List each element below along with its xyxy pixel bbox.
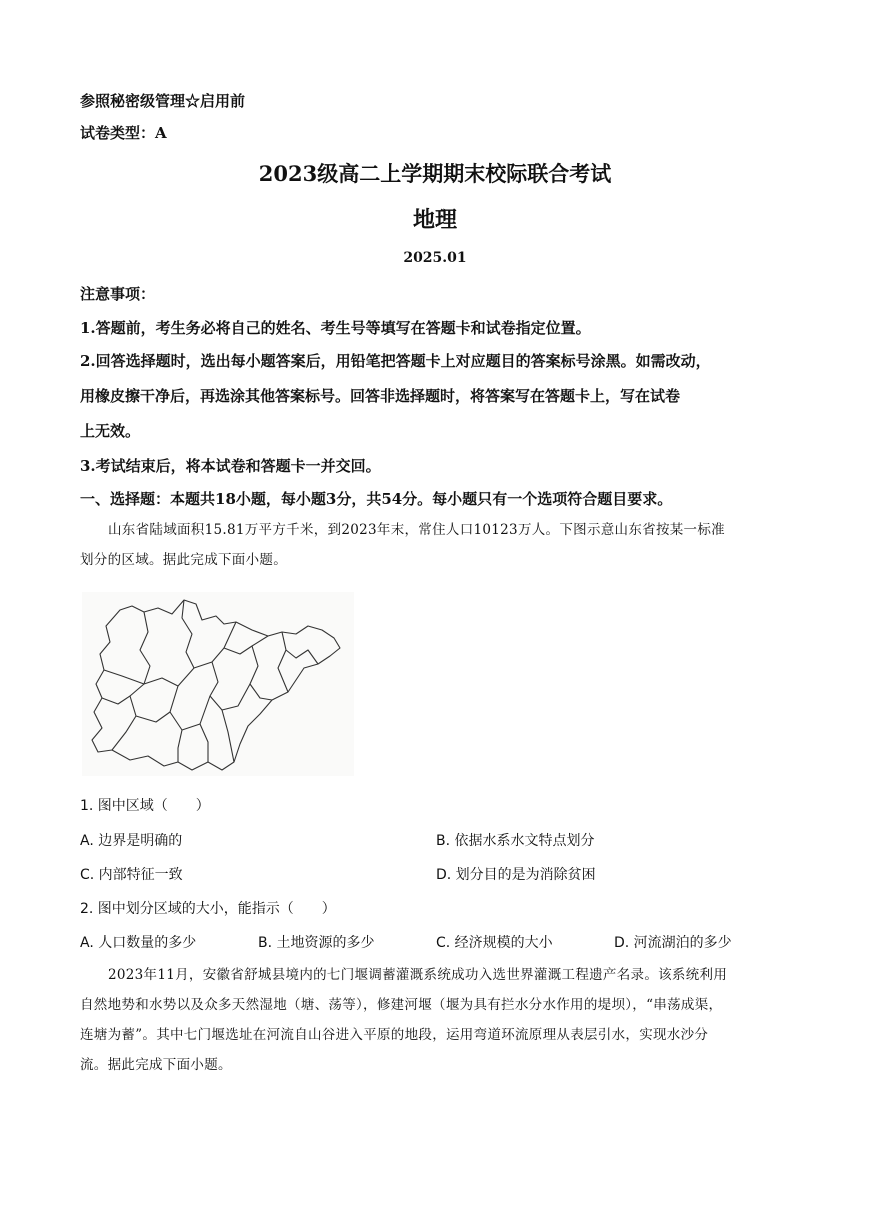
question-1-option-d[interactable]: D. 划分目的是为消除贫困 bbox=[436, 867, 596, 883]
question-1-option-b[interactable]: B. 依据水系水文特点划分 bbox=[436, 833, 595, 849]
exam-date: 2025.01 bbox=[403, 250, 467, 266]
question-2-option-b[interactable]: B. 土地资源的多少 bbox=[258, 935, 375, 951]
notice-item-2-line-3: 上无效。 bbox=[80, 422, 141, 440]
notice-item-2-line-2: 用橡皮擦干净后，再选涂其他答案标号。回答非选择题时，将答案写在答题卡上，写在试卷 bbox=[80, 387, 681, 405]
question-1-stem: 1. 图中区域（ ） bbox=[80, 798, 210, 814]
paper-type-label: 试卷类型：A bbox=[80, 124, 167, 142]
passage-2-line-4: 流。据此完成下面小题。 bbox=[80, 1057, 232, 1073]
question-2-stem: 2. 图中划分区域的大小，能指示（ ） bbox=[80, 901, 336, 917]
passage-1-line-1: 山东省陆域面积15.81万平方千米，到2023年末，常住人口10123万人。下图示意山东省按某一标准 bbox=[108, 522, 725, 538]
passage-2-line-1: 2023年11月，安徽省舒城县境内的七门堰调蓄灌溉系统成功入选世界灌溉工程遗产名录。该系统利用 bbox=[108, 967, 728, 983]
question-1-option-c[interactable]: C. 内部特征一致 bbox=[80, 867, 183, 883]
notice-item-3: 3.考试结束后，将本试卷和答题卡一并交回。 bbox=[80, 457, 381, 475]
passage-2-line-3: 连塘为蓄”。其中七门堰选址在河流自山谷进入平原的地段，运用弯道环流原理从表层引水，实现水沙分 bbox=[80, 1027, 709, 1043]
passage-1-line-2: 划分的区域。据此完成下面小题。 bbox=[80, 552, 287, 568]
question-2-option-a[interactable]: A. 人口数量的多少 bbox=[80, 935, 197, 951]
notice-item-1: 1.答题前，考生务必将自己的姓名、考生号等填写在答题卡和试卷指定位置。 bbox=[80, 319, 591, 337]
shandong-region-map bbox=[82, 592, 354, 776]
question-2-option-d[interactable]: D. 河流湖泊的多少 bbox=[614, 935, 732, 951]
question-1-option-a[interactable]: A. 边界是明确的 bbox=[80, 833, 183, 849]
notice-item-2-line-1: 2.回答选择题时，选出每小题答案后，用铅笔把答题卡上对应题目的答案标号涂黑。如需改动， bbox=[80, 352, 711, 370]
passage-2-line-2: 自然地势和水势以及众多天然湿地（塘、荡等），修建河堰（堰为具有拦水分水作用的堤坝），“串荡成渠， bbox=[80, 997, 723, 1013]
exam-title: 2023级高二上学期期末校际联合考试 bbox=[258, 161, 612, 186]
question-2-option-c[interactable]: C. 经济规模的大小 bbox=[436, 935, 553, 951]
section-heading: 一、选择题：本题共18小题，每小题3分，共54分。每小题只有一个选项符合题目要求。 bbox=[80, 490, 673, 508]
passage-1 bbox=[80, 515, 792, 575]
passage-2 bbox=[80, 960, 792, 1080]
notice-heading: 注意事项： bbox=[80, 285, 156, 303]
subject-title: 地理 bbox=[412, 207, 457, 233]
secret-level-label: 参照秘密级管理☆启用前 bbox=[80, 92, 246, 110]
